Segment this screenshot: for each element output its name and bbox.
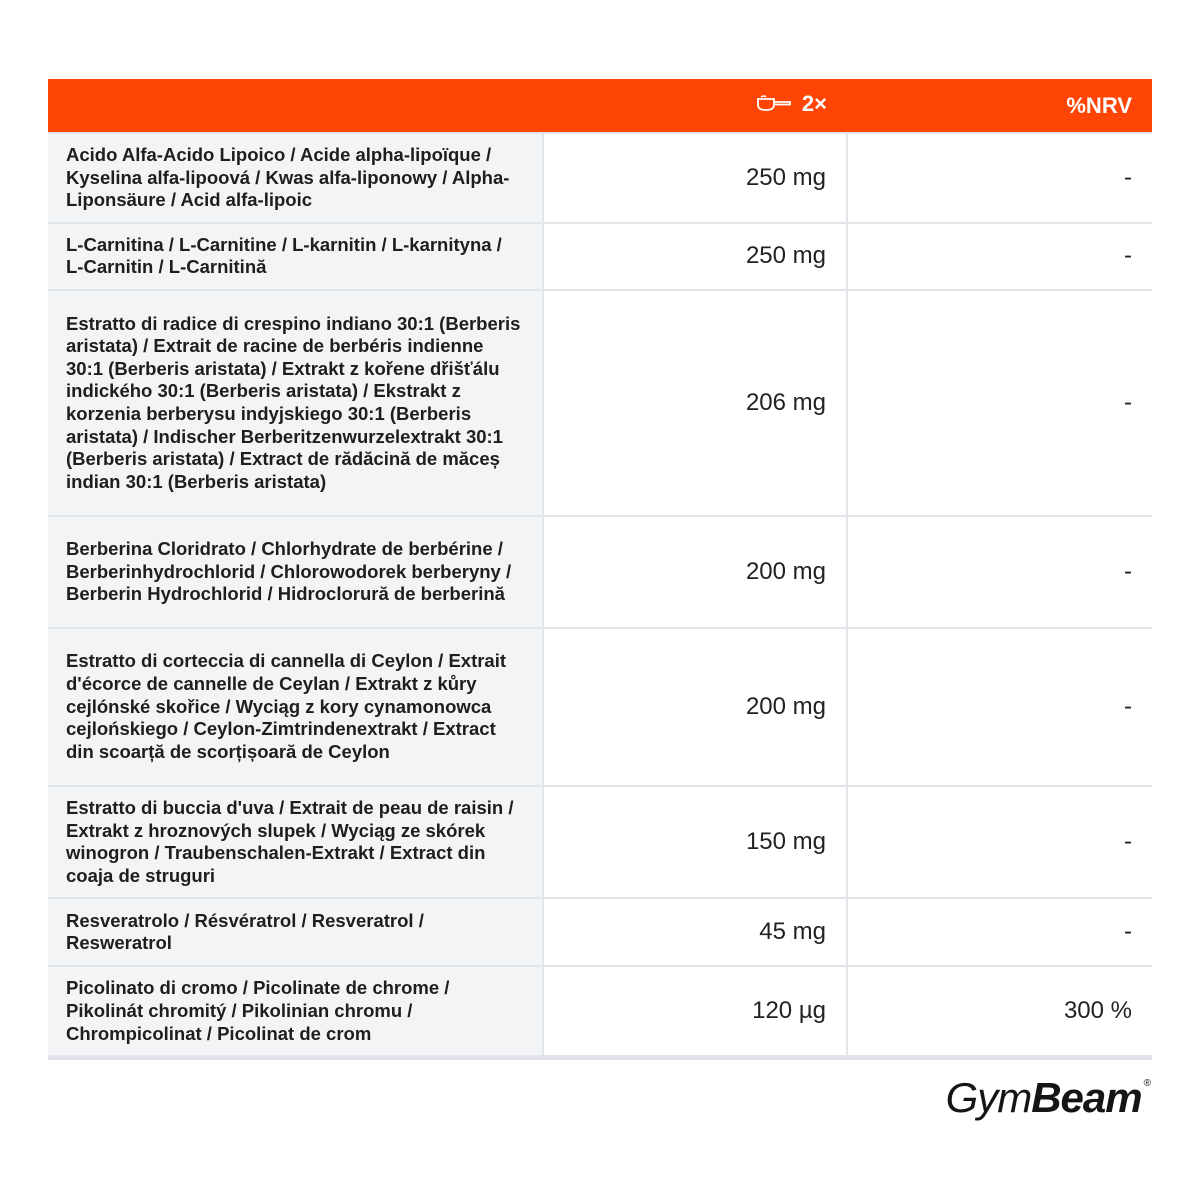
logo-gym-text: Gym — [945, 1074, 1032, 1121]
ingredient-name: Estratto di corteccia di cannella di Ceylon / Extrait d'écorce de cannelle de Ceylan / Extrakt z kůry cejlónské skořice / Wyciąg z kory cynamonowca cejlońskiego / Ceylon-Zimtrindenextrakt / Extract din scoarță de scorțișoară de Ceylon — [48, 628, 543, 786]
logo-beam-text: Beam — [1031, 1074, 1142, 1121]
table-row — [48, 290, 1152, 516]
scoop-icon — [756, 94, 792, 114]
gymbeam-logo — [946, 1074, 1150, 1122]
header-nrv-cell — [847, 79, 1152, 133]
ingredient-name: Acido Alfa-Acido Lipoico / Acide alpha-lipoïque / Kyselina alfa-lipoová / Kwas alfa-liponowy / Alpha-Liponsäure / Acid alfa-lipoic — [48, 133, 543, 223]
ingredient-amount: 250 mg — [543, 133, 847, 223]
ingredient-amount: 120 µg — [543, 966, 847, 1056]
ingredient-nrv: - — [847, 628, 1152, 786]
ingredient-name: Estratto di radice di crespino indiano 30:1 (Berberis aristata) / Extrait de racine de berbéris indienne 30:1 (Berberis aristata) / Extrakt z kořene dřišťálu indického 30:1 (Berberis aristata) / Ekstrakt z korzenia berberysu indyjskiego 30:1 (Berberis aristata) / Indischer Berberitzenwurzelextrakt 30:1 (Berberis aristata) / Extract de rădăcină de măceș indian 30:1 (Berberis aristata) — [48, 290, 543, 516]
table-row — [48, 786, 1152, 898]
ingredient-amount: 45 mg — [543, 898, 847, 966]
ingredient-name: Resveratrolo / Résvératrol / Resveratrol / Resweratrol — [48, 898, 543, 966]
registered-mark: ® — [1143, 1078, 1150, 1089]
nutrition-table — [48, 79, 1152, 1057]
ingredient-nrv: - — [847, 786, 1152, 898]
table-row — [48, 628, 1152, 786]
table-row — [48, 223, 1152, 290]
nutrition-table-container — [48, 79, 1152, 1060]
ingredient-name: L-Carnitina / L-Carnitine / L-karnitin / L-karnityna / L-Carnitin / L-Carnitină — [48, 223, 543, 290]
table-row — [48, 966, 1152, 1056]
ingredient-amount: 250 mg — [543, 223, 847, 290]
table-row — [48, 898, 1152, 966]
table-row — [48, 133, 1152, 223]
ingredient-nrv: - — [847, 290, 1152, 516]
table-row — [48, 516, 1152, 628]
nrv-label: %NRV — [1066, 92, 1132, 118]
header-serving-cell — [543, 79, 847, 133]
ingredient-nrv: - — [847, 133, 1152, 223]
ingredient-name: Estratto di buccia d'uva / Extrait de peau de raisin / Extrakt z hroznových slupek / Wyciąg ze skórek winogron / Traubenschalen-Extrakt / Extract din coaja de struguri — [48, 786, 543, 898]
ingredient-amount: 150 mg — [543, 786, 847, 898]
table-header-row — [48, 79, 1152, 133]
ingredient-nrv: - — [847, 516, 1152, 628]
ingredient-nrv: - — [847, 898, 1152, 966]
ingredient-amount: 206 mg — [543, 290, 847, 516]
ingredient-amount: 200 mg — [543, 516, 847, 628]
ingredient-nrv: 300 % — [847, 966, 1152, 1056]
ingredient-name: Picolinato di cromo / Picolinate de chrome / Pikolinát chromitý / Pikolinian chromu / Chrompicolinat / Picolinat de crom — [48, 966, 543, 1056]
serving-label: 2× — [801, 91, 827, 116]
header-ingredient-cell — [48, 79, 543, 133]
ingredient-name: Berberina Cloridrato / Chlorhydrate de berbérine / Berberinhydrochlorid / Chlorowodorek berberyny / Berberin Hydrochlorid / Hidroclorură de berberină — [48, 516, 543, 628]
ingredient-nrv: - — [847, 223, 1152, 290]
ingredient-amount: 200 mg — [543, 628, 847, 786]
